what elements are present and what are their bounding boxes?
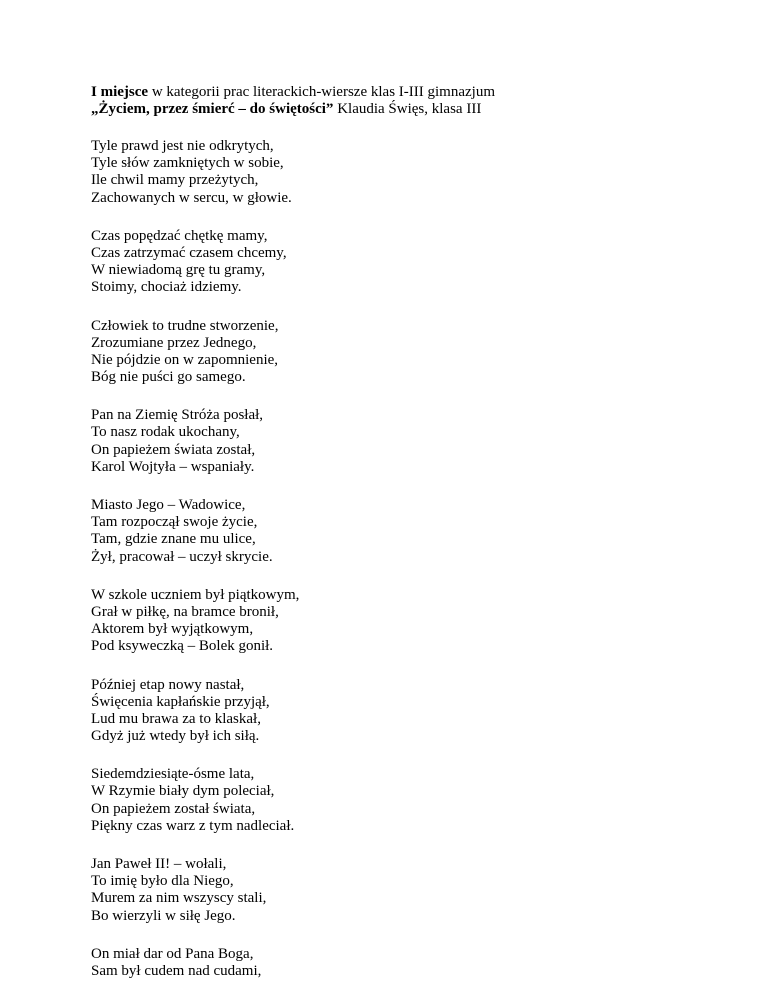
verse-line: Grał w piłkę, na bramce bronił, (91, 603, 279, 620)
document-page (91, 84, 711, 1001)
verse-line: Stoimy, chociaż idziemy. (91, 279, 242, 296)
stanza (91, 766, 711, 835)
verse-line: Zachowanych w sercu, w głowie. (91, 189, 292, 206)
verse-line: Żył, pracował – uczył skrycie. (91, 548, 273, 565)
stanza (91, 587, 711, 656)
stanza (91, 407, 711, 476)
verse-line: Później etap nowy nastał, (91, 676, 245, 693)
stanza (91, 138, 711, 207)
stanza (91, 856, 711, 925)
verse-line: Ile chwil mamy przeżytych, (91, 172, 259, 189)
verse-line: Miasto Jego – Wadowice, (91, 497, 246, 513)
verse-line: Bóg nie puści go samego. (91, 369, 246, 386)
award-line (91, 84, 711, 101)
verse-line: Lud mu brawa za to klaskał, (91, 710, 261, 727)
verse-line: On papieżem został świata, (91, 800, 256, 817)
verse-line: Pod ksyweczką – Bolek gonił. (91, 638, 274, 655)
verse-line: Piękny czas warz z tym nadleciał. (91, 817, 295, 834)
title-line (91, 101, 711, 118)
verse-line: Sam był cudem nad cudami, (91, 962, 262, 979)
verse-line: Czas popędzać chętkę mamy, (91, 227, 268, 244)
verse-line: W szkole uczniem był piątkowym, (91, 586, 300, 603)
verse-line: Karol Wojtyła – wspaniały. (91, 458, 255, 475)
verse-line: Aktorem był wyjątkowym, (91, 621, 254, 638)
verse-line: Człowiek to trudne stworzenie, (91, 317, 279, 334)
verse-line: W niewiadomą grę tu gramy, (91, 262, 266, 279)
verse-line: On papieżem świata został, (91, 441, 256, 458)
verse-line: Tam rozpoczął swoje życie, (91, 514, 258, 531)
verse-line: On miał dar od Pana Boga, (91, 945, 254, 962)
verse-line: Tyle prawd jest nie odkrytych, (91, 138, 274, 154)
verse-line: Nie pójdzie on w zapomnienie, (91, 351, 279, 368)
verse-line: Święcenia kapłańskie przyjął, (91, 693, 270, 710)
poem-author: Klaudia Święs, klasa III (333, 101, 482, 117)
stanza (91, 228, 711, 297)
verse-line: Pan na Ziemię Stróża posłał, (91, 407, 264, 424)
stanza (91, 677, 711, 746)
stanza (91, 318, 711, 387)
poem-title: „Życiem, przez śmierć – do świętości” (91, 101, 334, 117)
verse-line: To imię było dla Niego, (91, 873, 234, 890)
verse-line: Tam, gdzie znane mu ulice, (91, 531, 256, 548)
verse-line: Czas zatrzymać czasem chcemy, (91, 244, 287, 261)
verse-line: Siedemdziesiąte-ósme lata, (91, 766, 255, 783)
verse-line: Tyle słów zamkniętych w sobie, (91, 155, 284, 172)
verse-line: Bo wierzyli w siłę Jego. (91, 907, 236, 924)
award-place: I miejsce (91, 84, 149, 100)
award-category: w kategorii prac literackich-wiersze klas I-III gimnazjum (148, 84, 495, 100)
verse-line: Zrozumiane przez Jednego, (91, 334, 257, 351)
verse-line: W Rzymie biały dym poleciał, (91, 783, 275, 800)
verse-line: Murem za nim wszyscy stali, (91, 890, 267, 907)
stanza (91, 946, 711, 980)
verse-line: Jan Paweł II! – wołali, (91, 856, 227, 872)
stanza (91, 497, 711, 566)
verse-line: Gdyż już wtedy był ich siłą. (91, 728, 260, 745)
poem-body (91, 138, 711, 980)
verse-line: To nasz rodak ukochany, (91, 424, 240, 441)
